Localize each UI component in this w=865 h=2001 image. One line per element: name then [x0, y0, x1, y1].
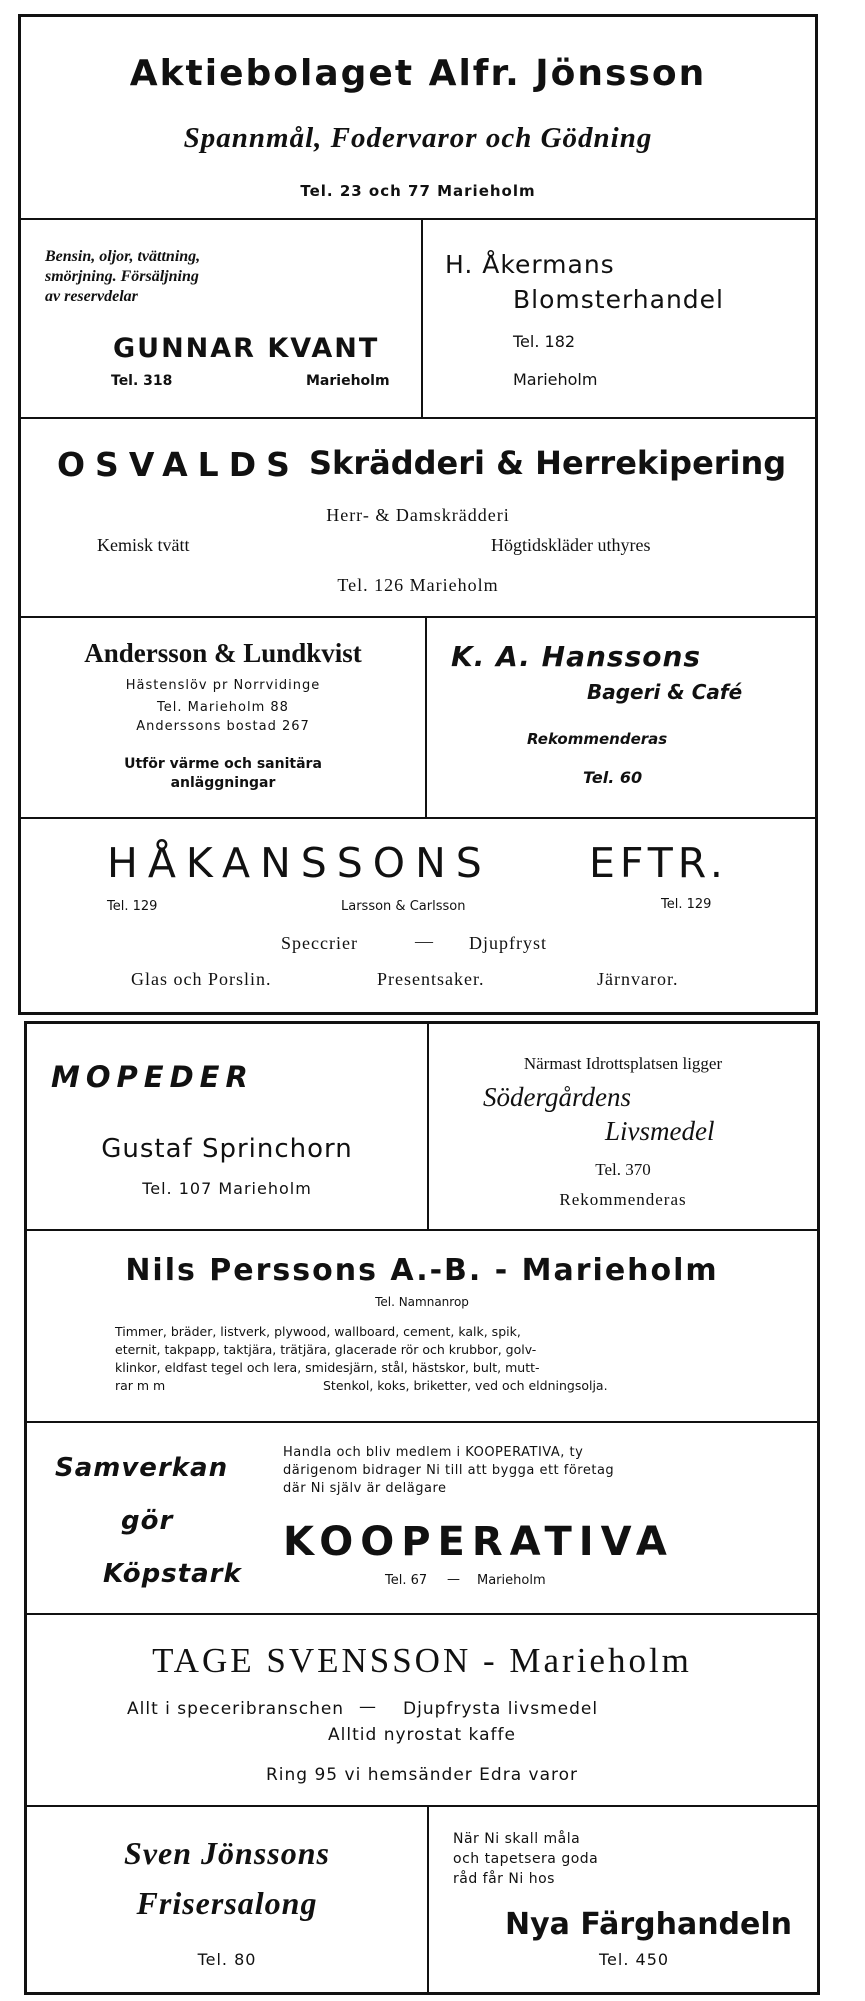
ad-phone: Tel. 182 [513, 332, 576, 351]
ad-phone: Tel. 129 [661, 897, 712, 912]
ad-title: Livsmedel [605, 1116, 715, 1146]
ad-title: KOOPERATIVA [283, 1519, 674, 1565]
ad-trade: Skrädderi & Herrekipering [309, 444, 787, 482]
ad-intro: När Ni skall måla [453, 1831, 581, 1847]
ad-intro: råd får Ni hos [453, 1871, 555, 1887]
ad-hakanssons-eftr [21, 819, 815, 1012]
ad-nya-farghandeln [429, 1807, 817, 1992]
advertisement-sheet-bottom [24, 1021, 820, 1995]
ad-phone: Anderssons bostad 267 [136, 719, 310, 734]
ad-title: H. Åkermans [445, 250, 615, 279]
ad-slogan: gör [121, 1506, 174, 1536]
ad-goods-line: Timmer, bräder, listverk, plywood, wallboard, cement, kalk, spik, [115, 1324, 521, 1339]
ad-hanssons-bageri [427, 618, 815, 817]
ad-sodergardens-livsmedel [429, 1024, 817, 1229]
ad-row-sven-farg [27, 1807, 817, 1992]
ad-sven-jonssons-frisersalong [27, 1807, 429, 1992]
ad-row-andersson-hansson [21, 618, 815, 819]
ad-title: Aktiebolaget Alfr. Jönsson [129, 53, 707, 94]
ad-subtitle: Gustaf Sprinchorn [101, 1134, 353, 1164]
ad-pitch-line: därigenom bidrager Ni till att bygga ett företag [283, 1463, 615, 1478]
ad-phone: Tel. Namnanrop [375, 1295, 469, 1309]
ad-title: MOPEDER [51, 1060, 254, 1094]
ad-phone: Tel. 126 Marieholm [337, 575, 499, 595]
advertisement-sheet-top [18, 14, 818, 1015]
ad-title: K. A. Hanssons [451, 640, 702, 673]
ad-phone: Tel. Marieholm 88 [157, 700, 289, 715]
ad-service-line: Presentsaker. [377, 969, 485, 989]
ad-phone: Tel. 129 [107, 899, 158, 914]
ad-phone: Tel. 60 [583, 768, 643, 787]
ad-phone: Tel. 23 och 77 Marieholm [300, 182, 536, 200]
ad-gunnar-kvant [21, 220, 423, 417]
ad-service-line: Djupfrysta livsmedel [403, 1699, 599, 1719]
ad-owners: Larsson & Carlsson [341, 899, 466, 914]
ad-nils-perssons [27, 1231, 817, 1423]
ad-phone: Tel. 450 [599, 1950, 670, 1969]
ad-akermans-blomsterhandel [423, 220, 815, 417]
ad-service-line: Högtidskläder uthyres [491, 535, 651, 555]
ad-service-line: Allt i speceribranschen [127, 1699, 345, 1719]
ad-goods-line: klinkor, eldfast tegel och lera, smidesjärn, stål, hästskor, bult, mutt- [115, 1360, 540, 1375]
ad-title: Frisersalong [136, 1885, 318, 1921]
ad-goods-line: Stenkol, koks, briketter, ved och eldningsolja. [323, 1378, 608, 1393]
ad-service-line: Alltid nyrostat kaffe [328, 1725, 516, 1745]
ad-intro: Närmast Idrottsplatsen ligger [523, 1054, 723, 1073]
ad-osvalds [21, 419, 815, 618]
ad-alfr-jonsson [21, 17, 815, 220]
ad-service-line: Järnvaror. [597, 969, 679, 989]
ad-title-suffix: EFTR. [589, 839, 728, 887]
ad-service-line: Glas och Porslin. [131, 969, 272, 989]
ad-service-line: Djupfryst [469, 933, 547, 953]
ad-town: Marieholm [306, 373, 390, 389]
ad-recommendation: Rekommenderas [559, 1190, 687, 1209]
ad-delivery-note: Ring 95 vi hemsänder Edra varor [265, 1765, 579, 1785]
ad-dash: — [415, 931, 433, 951]
ad-title: Nils Perssons A.-B. - Marieholm [125, 1253, 719, 1288]
ad-row-kvant-akerman [21, 220, 815, 419]
ad-phone: Tel. 370 [595, 1160, 651, 1179]
ad-town: Marieholm [513, 370, 598, 389]
ad-title: Nya Färghandeln [505, 1907, 793, 1942]
ad-goods-line: eternit, takpapp, taktjära, trätjära, glacerade rör och krubbor, golv- [115, 1342, 537, 1357]
ad-title: GUNNAR KVANT [113, 333, 380, 364]
ad-mopeder [27, 1024, 429, 1229]
ad-service-line: av reservdelar [45, 288, 138, 305]
ad-service-line: smörjning. Försäljning [45, 268, 199, 285]
ad-title: Södergårdens [483, 1082, 631, 1112]
ad-kooperativa [27, 1423, 817, 1615]
ad-intro: och tapetsera goda [453, 1851, 599, 1867]
ad-title: TAGE SVENSSON - Marieholm [152, 1641, 692, 1680]
ad-phone: Tel. 80 [197, 1950, 257, 1969]
ad-slogan: Samverkan [55, 1453, 229, 1483]
ad-service-line: Speccrier [281, 933, 358, 953]
ad-dash: — [447, 1572, 460, 1587]
ad-recommendation: Rekommenderas [527, 730, 668, 748]
ad-andersson-lundkvist [21, 618, 427, 817]
ad-pitch-line: Handla och bliv medlem i KOOPERATIVA, ty [283, 1445, 584, 1460]
ad-dash: — [359, 1697, 376, 1717]
ad-subtitle: Herr- & Damskrädderi [326, 505, 510, 525]
ad-phone: Tel. 318 [111, 373, 173, 389]
ad-title: Andersson & Lundkvist [84, 638, 362, 668]
ad-pitch-line: där Ni själv är delägare [283, 1481, 447, 1496]
ad-phone: Tel. 67 [385, 1573, 428, 1588]
ad-goods-line: rar m m [115, 1378, 166, 1393]
ad-title: OSVALDS [57, 445, 300, 484]
ad-phone: Tel. 107 Marieholm [142, 1179, 312, 1198]
ad-service-line: Bensin, oljor, tvättning, [45, 248, 201, 265]
ad-title: Sven Jönssons [124, 1835, 330, 1871]
ad-town: Marieholm [477, 1573, 546, 1588]
ad-subtitle: Bageri & Café [587, 680, 743, 704]
ad-address: Hästenslöv pr Norrvidinge [125, 678, 321, 693]
ad-tagline: Spannmål, Fodervaror och Gödning [183, 122, 653, 154]
ad-slogan: Köpstark [103, 1559, 242, 1589]
ad-row-mopeder-sodergard [27, 1024, 817, 1231]
ad-service-line: Utför värme och sanitära [124, 756, 322, 772]
ad-tage-svensson [27, 1615, 817, 1807]
ad-title: Blomsterhandel [513, 285, 724, 314]
ad-title: HÅKANSSONS [107, 839, 492, 887]
ad-service-line: anläggningar [170, 775, 276, 791]
ad-service-line: Kemisk tvätt [97, 535, 190, 555]
